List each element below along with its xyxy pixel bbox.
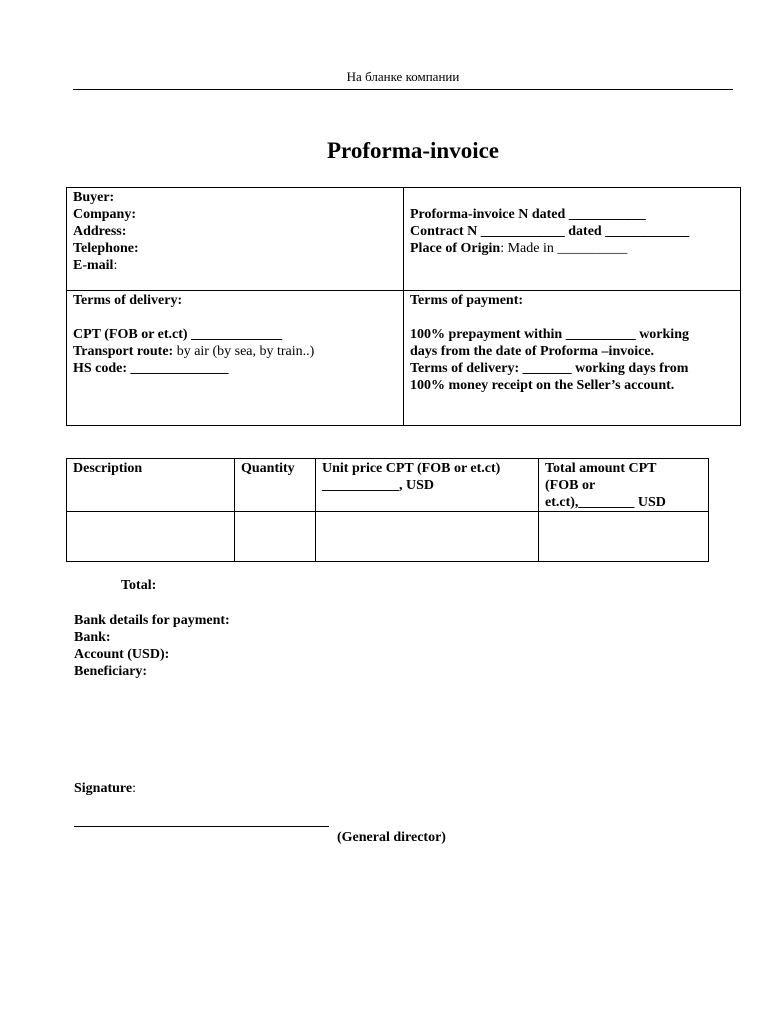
origin-value: : Made in __________ — [500, 241, 628, 256]
bank-label: Bank: — [74, 630, 111, 645]
row-description-cell — [67, 512, 235, 562]
total-header-3: et.ct),________ USD — [545, 495, 666, 510]
delivery-heading: Terms of delivery: — [73, 293, 183, 308]
route-label: Transport route: — [73, 344, 174, 359]
company-label: Company: — [73, 207, 137, 222]
origin-label: Place of Origin — [410, 241, 501, 256]
signature-line — [74, 826, 329, 827]
bank-heading: Bank details for payment: — [74, 613, 230, 628]
delivery-terms-cell — [67, 291, 404, 426]
row-unit-price-cell — [316, 512, 539, 562]
total-header-1: Total amount CPT — [545, 461, 657, 476]
buyer-cell — [67, 188, 404, 291]
row-total-cell — [539, 512, 709, 562]
total-header-2: (FOB or — [545, 478, 596, 493]
signature-row — [74, 780, 136, 797]
cpt-line: CPT (FOB or et.ct) _____________ — [73, 327, 283, 342]
col-description: Description — [67, 459, 235, 512]
unit-price-header-2: ___________, USD — [322, 478, 435, 493]
payment-heading: Terms of payment: — [410, 293, 524, 308]
letterhead-note: На бланке компании — [346, 69, 460, 84]
col-unit-price — [316, 459, 539, 512]
payment-line-4: 100% money receipt on the Seller’s account. — [410, 378, 675, 393]
header-divider — [73, 89, 733, 90]
goods-table — [66, 458, 709, 562]
beneficiary-label: Beneficiary: — [74, 664, 148, 679]
account-label: Account (USD): — [74, 647, 170, 662]
payment-line-2: days from the date of Proforma –invoice. — [410, 344, 655, 359]
payment-line-1: 100% prepayment within __________ working — [410, 327, 689, 342]
unit-price-header-1: Unit price CPT (FOB or et.ct) — [322, 461, 501, 476]
email-row — [73, 257, 397, 274]
row-quantity-cell — [235, 512, 316, 562]
invoice-info-table — [66, 187, 741, 426]
payment-terms-cell — [404, 291, 741, 426]
invoice-details-cell — [404, 188, 741, 291]
signatory-role: (General director) — [337, 830, 446, 845]
email-label: E-mail — [73, 258, 114, 273]
col-total-amount — [539, 459, 709, 512]
telephone-label: Telephone: — [73, 241, 139, 256]
table-row — [67, 512, 709, 562]
route-value: by air (by sea, by train..) — [173, 344, 315, 359]
hs-code-line: HS code: ______________ — [73, 361, 229, 376]
contract-number-line: Contract N ____________ dated ____________ — [410, 224, 690, 239]
bank-details — [74, 612, 230, 680]
invoice-number-line: Proforma-invoice N dated ___________ — [410, 207, 646, 222]
col-quantity: Quantity — [235, 459, 316, 512]
route-row — [73, 343, 397, 360]
payment-line-3: Terms of delivery: _______ working days from — [410, 361, 689, 376]
origin-row — [410, 240, 734, 257]
email-colon: : — [113, 258, 118, 273]
document-title: Proforma-invoice — [326, 138, 500, 163]
total-label: Total: — [121, 578, 157, 593]
signature-colon: : — [132, 781, 136, 796]
signature-label: Signature — [74, 781, 133, 796]
buyer-label: Buyer: — [73, 190, 115, 205]
address-label: Address: — [73, 224, 127, 239]
